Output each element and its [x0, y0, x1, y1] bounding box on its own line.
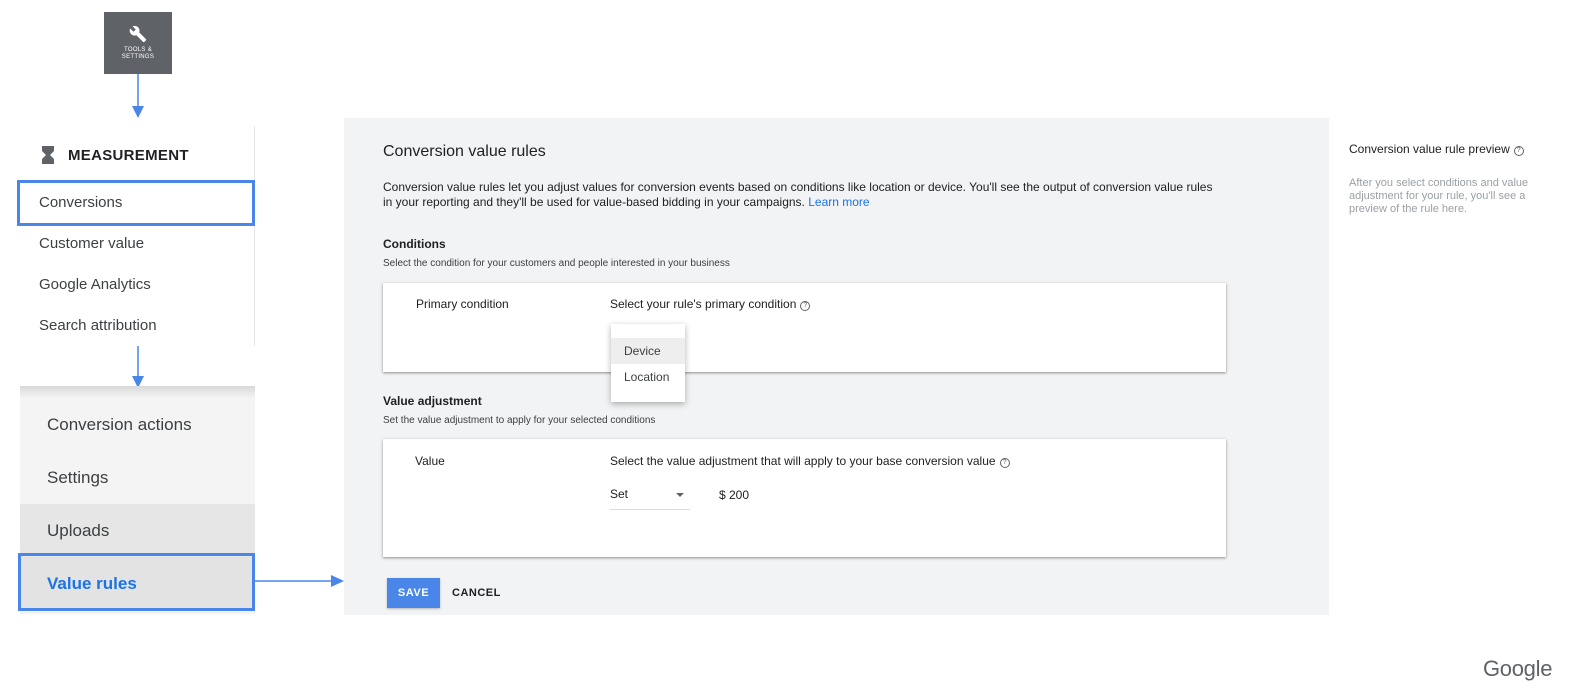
cancel-button[interactable]: CANCEL: [452, 587, 501, 599]
value-adjustment-prompt: [610, 454, 1010, 468]
menu-item-conversions[interactable]: Conversions: [39, 194, 123, 211]
submenu-uploads[interactable]: [20, 504, 255, 557]
measurement-title: MEASUREMENT: [68, 146, 189, 164]
menu-item-google-analytics[interactable]: Google Analytics: [39, 276, 151, 293]
conversions-highlight: [17, 180, 255, 226]
submenu-label: Value rules: [47, 573, 137, 593]
submenu-label: Conversion actions: [47, 414, 192, 434]
condition-dropdown[interactable]: [611, 324, 685, 402]
option-location[interactable]: Location: [624, 370, 670, 384]
submenu-settings[interactable]: [20, 451, 255, 504]
submenu-conversion-actions[interactable]: [20, 398, 255, 451]
help-icon[interactable]: ?: [1514, 146, 1524, 156]
page-title: Conversion value rules: [383, 143, 546, 160]
primary-condition-prompt: [610, 297, 810, 311]
google-logo: Google: [1483, 656, 1553, 681]
option-device[interactable]: Device: [611, 338, 685, 364]
submenu-label: Uploads: [47, 520, 110, 540]
value-adjustment-title: Value adjustment: [383, 394, 482, 408]
value-rules-highlight: [18, 553, 255, 611]
adjustment-amount[interactable]: $ 200: [719, 488, 750, 502]
value-adjustment-subtitle: Set the value adjustment to apply for your selected conditions: [383, 415, 656, 426]
submenu-label: Settings: [47, 467, 109, 487]
help-icon[interactable]: ?: [1000, 458, 1010, 468]
menu-item-search-attribution[interactable]: Search attribution: [39, 317, 157, 334]
preview-title: [1349, 142, 1524, 156]
primary-condition-label: Primary condition: [416, 297, 509, 311]
measurement-menu: [20, 126, 255, 346]
caret-down-icon: [676, 493, 684, 497]
conditions-subtitle: Select the condition for your customers and people interested in your business: [383, 258, 730, 269]
save-button[interactable]: SAVE: [387, 578, 440, 608]
help-icon[interactable]: ?: [800, 301, 810, 311]
preview-description: After you select conditions and value adjustment for your rule, you'll see a preview of the rule here.: [1349, 177, 1529, 215]
submenu-shadow: [20, 386, 255, 398]
description-text: Conversion value rules let you adjust values for conversion events based on conditions like location or device. You'll see the output of conversion value rules in your reporting and they'll be used for value-based bidding in your campaigns.: [383, 180, 1213, 209]
menu-item-customer-value[interactable]: Customer value: [39, 235, 145, 252]
measurement-header: [42, 146, 189, 164]
preview-title-text: Conversion value rule preview: [1349, 142, 1510, 156]
prompt-text: Select the value adjustment that will apply to your base conversion value: [610, 454, 996, 468]
value-adjustment-card: [383, 439, 1226, 557]
learn-more-link[interactable]: Learn more: [808, 195, 870, 209]
tools-settings-label: TOOLS & SETTINGS: [121, 47, 155, 60]
prompt-text: Select your rule's primary condition: [610, 297, 797, 311]
value-label: Value: [415, 454, 445, 468]
hourglass-icon: [42, 146, 54, 164]
conditions-title: Conditions: [383, 237, 446, 251]
page-description: [383, 180, 1223, 210]
operator-value: Set: [610, 487, 629, 501]
adjustment-operator-select[interactable]: [610, 487, 690, 510]
conditions-card: [383, 283, 1226, 372]
